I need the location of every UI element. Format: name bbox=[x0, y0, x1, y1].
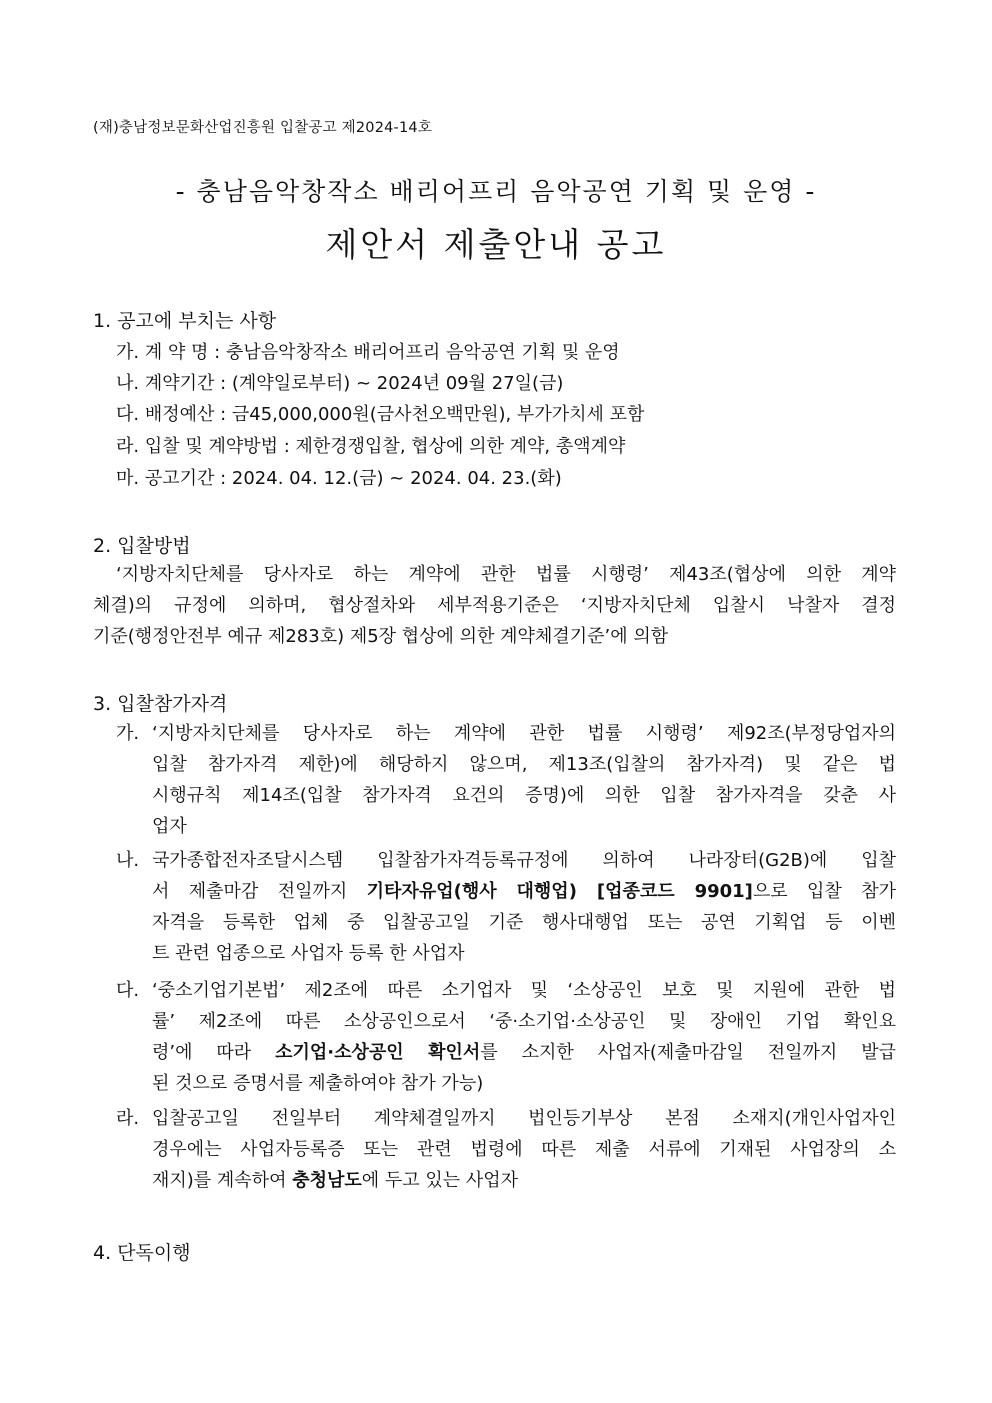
item-line: 된 것으로 증명서를 제출하여야 참가 가능) bbox=[152, 1073, 484, 1094]
section-3-heading: 3. 입찰참가자격 bbox=[93, 693, 228, 715]
item-marker: 다. bbox=[116, 980, 140, 1001]
paragraph-line: ‘지방자치단체를 당사자로 하는 계약에 관한 법률 시행령’ 제43조(협상에 의한 계약 bbox=[116, 564, 896, 585]
item-text: 재지)를 계속하여 bbox=[152, 1170, 293, 1191]
section-2-heading: 2. 입찰방법 bbox=[93, 535, 191, 557]
title-line-1: - 충남음악창작소 배리어프리 음악공연 기획 및 운영 - bbox=[175, 177, 817, 206]
item-text: 으로 입찰 참가 bbox=[752, 881, 896, 902]
item-line bbox=[152, 1165, 896, 1196]
item-line: ‘지방자치단체를 당사자로 하는 계약에 관한 법률 시행령’ 제92조(부정당업자의 bbox=[152, 723, 896, 744]
item-line: 경우에는 사업자등록증 또는 관련 법령에 따른 제출 서류에 기재된 사업장의 소 bbox=[152, 1139, 896, 1160]
section-1-item: 나. 계약기간 : (계약일로부터) ~ 2024년 09월 27일(금) bbox=[116, 373, 564, 394]
item-marker: 라. bbox=[116, 1108, 140, 1129]
item-line bbox=[152, 1037, 896, 1068]
item-line: 입찰공고일 전일부터 계약체결일까지 법인등기부상 본점 소재지(개인사업자인 bbox=[152, 1108, 896, 1129]
item-line: 률’ 제2조에 따른 소상공인으로서 ‘중·소기업·소상공인 및 장애인 기업 확인요 bbox=[152, 1011, 896, 1032]
item-text: 령’에 따라 bbox=[152, 1042, 276, 1063]
section-1-item: 다. 배정예산 : 금45,000,000원(금사천오백만원), 부가가치세 포함 bbox=[116, 404, 645, 425]
item-line: 트 관련 업종으로 사업자 등록 한 사업자 bbox=[152, 943, 465, 964]
section-3-item-ra bbox=[116, 1103, 896, 1196]
item-marker: 나. bbox=[116, 850, 140, 871]
section-1-item: 라. 입찰 및 계약방법 : 제한경쟁입찰, 협상에 의한 계약, 총액계약 bbox=[116, 436, 626, 457]
section-1-item: 마. 공고기간 : 2024. 04. 12.(금) ~ 2024. 04. 23.(화) bbox=[116, 468, 562, 489]
certificate-emphasis: 소기업·소상공인 확인서 bbox=[275, 1042, 481, 1063]
section-1-heading: 1. 공고에 부치는 사항 bbox=[93, 310, 277, 332]
item-line bbox=[152, 876, 896, 907]
paragraph-line: 기준(행정안전부 예규 제283호) 제5장 협상에 의한 계약체결기준’에 의함 bbox=[93, 626, 669, 647]
section-3-item-na bbox=[116, 845, 896, 969]
section-4-heading: 4. 단독이행 bbox=[93, 1242, 191, 1264]
paragraph-line: 체결)의 규정에 의하며, 협상절차와 세부적용기준은 ‘지방자치단체 입찰시 낙찰자 결정 bbox=[93, 595, 896, 616]
item-text: 를 소지한 사업자(제출마감일 전일까지 발급 bbox=[480, 1042, 896, 1063]
section-3-item-ga bbox=[116, 718, 896, 842]
item-text: 에 두고 있는 사업자 bbox=[361, 1170, 519, 1191]
region-emphasis: 충청남도 bbox=[292, 1170, 362, 1191]
notice-number: (재)충남정보문화산업진흥원 입찰공고 제2024-14호 bbox=[93, 120, 433, 136]
item-line: 국가종합전자조달시스템 입찰참가자격등록규정에 의하여 나라장터(G2B)에 입찰 bbox=[152, 850, 896, 871]
item-marker: 가. bbox=[116, 723, 140, 744]
section-1-item: 가. 계 약 명 : 충남음악창작소 배리어프리 음악공연 기획 및 운영 bbox=[116, 342, 620, 363]
item-line: ‘중소기업기본법’ 제2조에 따른 소기업자 및 ‘소상공인 보호 및 지원에 관한 법 bbox=[152, 980, 896, 1001]
title-line-2: 제안서 제출안내 공고 bbox=[325, 225, 667, 264]
item-line: 업자 bbox=[152, 816, 187, 837]
industry-code-emphasis: 기타자유업(행사 대행업) [업종코드 9901] bbox=[366, 881, 753, 902]
item-line: 자격을 등록한 업체 중 입찰공고일 기준 행사대행업 또는 공연 기획업 등 이벤 bbox=[152, 912, 896, 933]
section-2-paragraph bbox=[93, 559, 896, 652]
section-3-item-da bbox=[116, 975, 896, 1099]
item-line: 입찰 참가자격 제한)에 해당하지 않으며, 제13조(입찰의 참가자격) 및 같은 법 bbox=[152, 754, 896, 775]
item-line: 시행규칙 제14조(입찰 참가자격 요건의 증명)에 의한 입찰 참가자격을 갖춘 사 bbox=[152, 785, 896, 806]
item-text: 서 제출마감 전일까지 bbox=[152, 881, 367, 902]
